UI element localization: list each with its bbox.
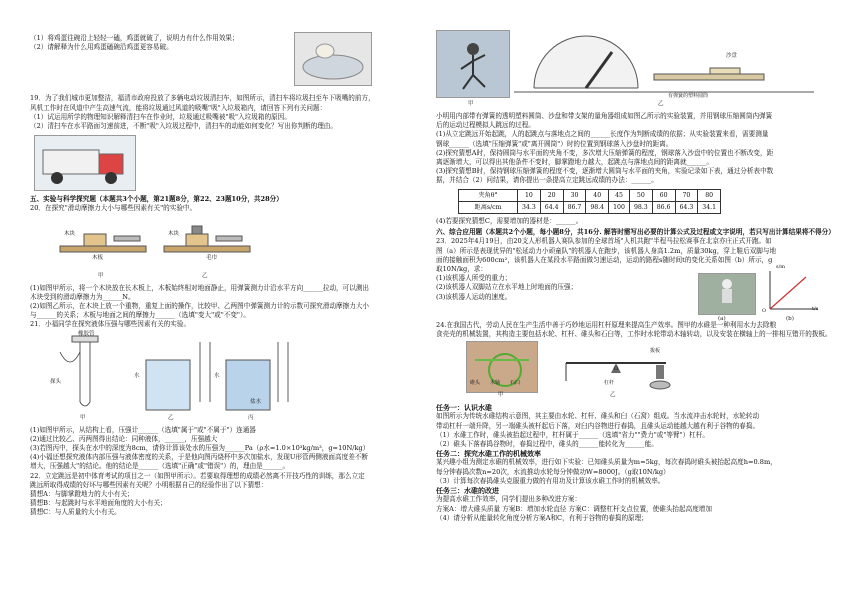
q22-line: 小明用内部带有弹簧的透明塑料圆筒、沙盘和带支架的量角器组成如图乙所示的实验装置，并用钢球压缩圆筒内弹簧	[436, 112, 773, 120]
q21-line: (2)通过比较乙、丙两图得出结论：同种液体，______，压强越大	[30, 434, 218, 443]
task2-line: 某兴趣小组为测定水碓的机械效率，进行如下实验：已知碓头质量为m=5kg，每次春捣时碓头被抬起高度h=0.8m，	[436, 458, 777, 467]
pivot-label: O	[614, 366, 619, 373]
long-jump-figure	[436, 30, 836, 112]
q22-line: (4)若要探究猜想C，需要增加的器材是：______。	[436, 217, 583, 226]
q22-hypothesis: 猜想B：与起跳时与水平地面角度的大小有关；	[30, 499, 167, 508]
task3-line: 方案A：增大碓头质量 方案B：增加水轮直径 方案C：调整杠杆支点位置，使碓头抬起高度增加	[436, 504, 712, 513]
q22-line: 钢球______（选填"压缩弹簧"或"离开圆筒"）时的位置到钢球落入沙盘时的距离。	[436, 139, 673, 148]
graph-origin: O	[762, 308, 767, 315]
friction-setup-icon	[56, 216, 256, 272]
apparatus-icon	[514, 30, 814, 102]
lever-label: 杠杆	[604, 380, 615, 387]
table-cell: 98.3	[629, 201, 652, 213]
table-cell: 10	[518, 189, 541, 201]
task3-heading: 任务三：水碓的改进	[436, 486, 499, 496]
q20-line: 木块受到的滑动摩擦力为______N。	[30, 292, 135, 301]
robot-photo	[698, 273, 756, 315]
table-cell: 86.6	[652, 201, 675, 213]
table-head: 距离s/cm	[459, 201, 518, 213]
task1-line: 带动杠杆一端升降，另一端碓头被杆起后下落，对臼内谷物进行春捣，且碓头运动能越大越有利于谷物的春捣。	[436, 421, 760, 430]
tube-label: 有弹簧的塑料圆筒	[668, 93, 709, 99]
q21-line: (1)如图甲所示，从结构上看，压强计______（选填"属于"或"不属于"）连通器	[30, 425, 256, 434]
q22-line: (1)从立定跳远开始起跳，人的起跳点与落地点之间的______长度作为判断成绩的依据；从实验装置来看，需要测量	[436, 130, 769, 139]
table-cell: 98.4	[586, 201, 609, 213]
q21-line: (4)小福还想探究液体内部压强与液体密度的关系，于是他向图丙烧杯中多次加盐水，发现U形管两侧液面高度差不断	[30, 453, 368, 462]
board-label: 木板	[92, 254, 104, 261]
lever-label: 木轴	[490, 380, 501, 387]
q23-line: (1)该机器人所受的重力；	[436, 274, 512, 283]
q20-line: (2)如图乙所示，在木块上放一个重物，重复上面的操作，比较甲、乙两图中弹簧测力计的示数可探究滑动摩擦力大小	[30, 302, 370, 311]
q22-hypothesis: 猜想C：与人质量的大小有关。	[30, 508, 121, 517]
task1-line: （2）碓头下落春捣谷物时，春捣过程中，碓头的______能转化为______能。	[436, 440, 658, 449]
fig-caption: 乙	[658, 101, 664, 107]
table-cell: 45	[609, 189, 630, 201]
sandbox-label: 沙盘	[726, 53, 738, 59]
table-cell: 50	[629, 189, 652, 201]
fig-caption: 甲	[80, 414, 86, 421]
q23-line: 面的接触面积为600cm²，该机器人在某段水平路面做匀速运动，运动的路程s随时间t的变化关系如图（b）所示，g	[436, 255, 773, 264]
table-cell: 70	[675, 189, 698, 201]
fig-caption: 甲	[498, 392, 504, 399]
task2-line: （3）计算每次春捣碓头克服重力做的有用功及计算该水碓工作时的机械效率。	[436, 476, 665, 485]
lever-label: 拨板	[650, 348, 661, 355]
q20-line: 与______的关系；木板与地面之间的摩擦力______（选填"变大"或"不变"）。	[30, 311, 250, 320]
tube-label: 橡胶管	[78, 330, 95, 337]
saltwater-label: 盐水	[250, 398, 262, 405]
fig-caption: (b)	[786, 316, 794, 323]
lever-label: 碓头	[470, 380, 481, 387]
q19-line: （1）试运用所学的物理知识解释清扫车在作业时，垃圾通过吸嘴被"吸"入垃圾箱的原因。	[30, 112, 291, 121]
q22-line: 跳远所取得成绩的好坏与哪些因素有关呢？小明根据自己的经验作出了以下猜想：	[30, 480, 268, 489]
q21-line: 增大，压强越大"的结论。他的结论是______（选填"正确"或"错误"）的，理由是______。	[30, 462, 290, 471]
task1-line: 如图所示为传统水碓结构示意图，其主要由水轮、杠杆、碓头和臼（石窝）组成。当水流冲击水轮时，水轮转动	[436, 412, 760, 421]
table-cell: 64.4	[540, 201, 563, 213]
fig-caption: 甲	[98, 272, 104, 279]
table-cell: 30	[563, 189, 586, 201]
graph-xlabel: t/s	[812, 306, 819, 313]
table-cell: 34.1	[698, 201, 721, 213]
long-jump-photo	[436, 30, 510, 98]
q22-line: 据，并结合（2）问结果，请你提出一条提高立定跳远成绩的办法：______。	[436, 176, 658, 185]
task2-heading: 任务二：探究水碓工作的机械效率	[436, 449, 541, 459]
q20-line: (1)如图甲所示，将一个木块放在长木板上，木板始终相对地面静止，用弹簧测力计沿水平方向______拉动，可以测出	[30, 283, 370, 292]
graph-ylabel: s/m	[776, 264, 785, 271]
truck-icon	[35, 136, 135, 190]
q21-line: (3)若图丙中，探头在水中的深度为8cm，请你计算该处水的压强为______Pa（ρ水=1.0×10³kg/m³，g=10N/kg）	[30, 444, 370, 453]
q18-line: （1）将鸡蛋往碗沿上轻轻一磕，鸡蛋就破了，说明力有什么作用效果；	[30, 34, 239, 42]
water-label: 水	[214, 372, 220, 379]
section5-heading: 五、实验与科学探究题（本题共3个小题，第21题8分，第22、23题10分，共28分）	[30, 195, 283, 204]
q20-intro: 20．在探究"滑动摩擦力大小与哪些因素有关"的实验中。	[30, 204, 197, 213]
fig-caption: (a)	[718, 316, 726, 323]
q22-hypothesis: 猜想A：与脚掌蹬地力的大小有关；	[30, 490, 134, 499]
street-sweeper-photo	[34, 135, 136, 191]
s-t-graph	[760, 267, 820, 317]
q23-line: (3)该机器人运动的速度。	[436, 292, 512, 301]
right-column	[436, 30, 836, 523]
q23-line: (2)该机器人双脚站立在水平地上时地面的压强；	[436, 283, 578, 292]
q22-line: 离逐渐增大，可以得出其他条件不变时，脚掌蹬地力越大，起跳点与落地点间的距离就______。	[436, 158, 713, 167]
table-cell: 86.7	[563, 201, 586, 213]
water-label: 水	[134, 372, 140, 379]
task1-heading: 任务一：认识水碓	[436, 403, 492, 413]
table-cell: 34.3	[518, 201, 541, 213]
table-cell: 100	[609, 201, 630, 213]
towel-label: 毛巾	[206, 254, 218, 261]
q22-line: (3)探究猜想B时，保持钢球压缩弹簧的程度不变，逐渐增大圆筒与水平面的夹角，实验记录如下表，通过分析表中数	[436, 167, 774, 176]
table-cell: 20	[540, 189, 563, 201]
q19-line: 19．为了我们城市更加整洁，福清市政府投放了多辆电动垃圾清扫车，如图所示，清扫车将垃圾扫至车下吸嘴的前方，	[30, 94, 375, 103]
q24-line: 食壳壳的机械装置，其构造主要包括水轮、杠杆、碓头和石臼等，工作时水轮带动木轴转动，以及安装在横轴上的一排相互错开的拨板。	[436, 330, 832, 339]
athlete-icon	[437, 31, 509, 97]
q20-figure	[56, 216, 256, 282]
q21-figure	[50, 332, 290, 424]
block-label: 木块	[64, 230, 76, 237]
task3-line: （4）请分析从能量转化角度分析方案A和C，有利于谷物的春捣的原理；	[436, 513, 648, 522]
q23-line: 取10N/kg，求：	[436, 265, 487, 274]
q22-line: 后的运动过程模拟人跳远的过程。	[436, 121, 535, 130]
table-cell: 60	[652, 189, 675, 201]
robot-icon	[699, 274, 755, 314]
fig-caption: 乙	[202, 272, 208, 279]
fig-caption: 乙	[610, 392, 616, 399]
angle-distance-table	[458, 189, 721, 214]
table-row	[459, 201, 721, 213]
table-row	[459, 189, 721, 201]
water-mill-figure	[466, 341, 836, 401]
q22-line: 22．立定跳远是初中体育考试的项目之一（如图甲所示）。若要取得理想的成绩必然离不开技巧性的训练，那么立定	[30, 471, 365, 480]
q21-intro: 21．小福同学在探究液体压强与哪些因素有关的实验。	[30, 320, 191, 329]
q23-line: 23．2025年4月19日，由20支人形机器人赛队参加的全球首场"人机共跑"半程马拉松赛事在北京亦庄正式开跑。如	[436, 237, 772, 246]
task1-line: （1）水碓工作时，碓头被抬起过程中，杠杆属于______（选填"省力""费力"或"等臂"）杠杆。	[436, 430, 709, 439]
left-column	[30, 34, 422, 518]
q18-line: （2）请解释为什么用鸡蛋磕碗沿鸡蛋更容易破。	[30, 43, 173, 52]
q19-line: （2）清扫车在水平路面匀速前进，不断"吸"入垃圾过程中，清扫车的动能如何变化？写出你判断的理由。	[30, 122, 337, 131]
table-head: 夹角θ°	[459, 189, 518, 201]
q24-line: 24.在我国古代，劳动人民在生产生活中善于巧妙地运用杠杆原理来提高生产效率。图甲的水碓是一种利用水力去除粮	[436, 320, 777, 329]
task2-line: 每分钟春捣次数n=20次，水流推动水轮每分钟做功W=8000J。（g取10N/kg）	[436, 467, 670, 476]
q19-line: 风机工作时在风道中产生高速气流，能将垃圾通过风道的吸嘴"吸"入垃圾箱内，请回答下列有关问题：	[30, 103, 327, 112]
fig-caption: 乙	[168, 414, 174, 421]
table-cell: 64.3	[675, 201, 698, 213]
q23-line: 图（a）所示是表现优异的"松延动力小顽童队"的机器人在跑步，该机器人身高1.2m，质量30kg，穿上鞋后双脚与地	[436, 246, 777, 255]
table-cell: 80	[698, 189, 721, 201]
q23-block	[436, 237, 836, 323]
lever-label: 石臼	[510, 380, 521, 387]
task3-line: 为提高水碓工作效率，同学们提出多种改进方案：	[436, 495, 582, 504]
probe-label: 探头	[50, 378, 62, 385]
block-label: 木块	[168, 230, 180, 237]
fig-caption: 丙	[248, 414, 254, 421]
section6-heading: 六、综合应用题（本题共2个小题，每小题8分，共16分. 解答时需写出必要的计算公式及过程或文字说明，若只写出计算结果将不得分）	[436, 228, 835, 237]
fig-caption: 甲	[468, 101, 474, 107]
q22-line: (2)探究猜想A时，保持圆筒与水平面的夹角不变，多次增大压缩弹簧的程度，钢球落入沙盘中的位置也不断改变，距	[436, 148, 774, 157]
table-cell: 40	[586, 189, 609, 201]
